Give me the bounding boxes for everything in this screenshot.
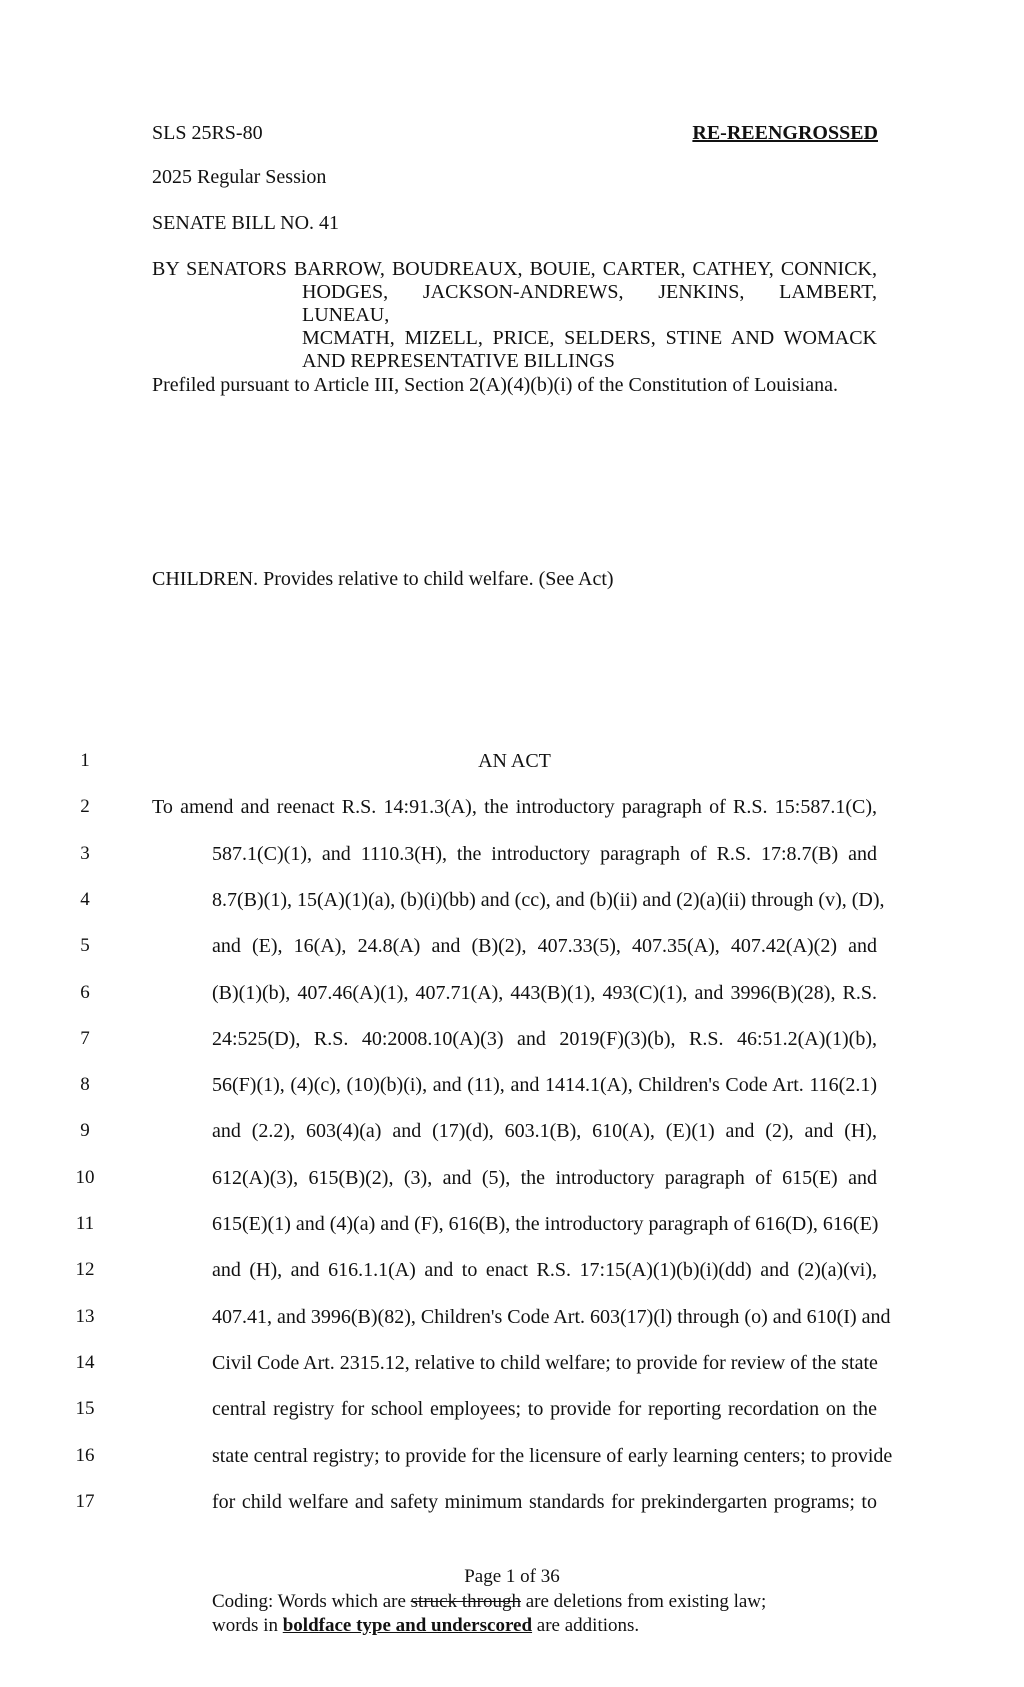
line-number: 12 — [75, 1259, 95, 1280]
bill-number: SENATE BILL NO. 41 — [152, 212, 340, 234]
bill-text-line: central registry for school employees; to provide for reporting recordation on the — [212, 1398, 877, 1420]
line-number: 14 — [75, 1352, 95, 1373]
coding-text: are deletions from existing law; — [525, 1591, 767, 1612]
line-number: 6 — [80, 982, 90, 1003]
bill-text-line: state central registry; to provide for the licensure of early learning centers; to provide — [212, 1445, 893, 1467]
authors-line: HODGES, JACKSON-ANDREWS, JENKINS, LAMBERT, LUNEAU, — [302, 281, 877, 326]
line-number: 15 — [75, 1398, 95, 1419]
line-number: 10 — [75, 1167, 95, 1188]
coding-struck-example: struck through — [410, 1591, 521, 1612]
coding-text: are additions. — [536, 1615, 640, 1636]
line-number: 1 — [80, 750, 90, 771]
bill-text-line: 24:525(D), R.S. 40:2008.10(A)(3) and 2019(F)(3)(b), R.S. 46:51.2(A)(1)(b), — [212, 1028, 877, 1050]
bill-text-line: (B)(1)(b), 407.46(A)(1), 407.71(A), 443(B)(1), 493(C)(1), and 3996(B)(28), R.S. — [212, 982, 877, 1004]
bill-text-line: 407.41, and 3996(B)(82), Children's Code Art. 603(17)(l) through (o) and 610(I) and — [212, 1306, 891, 1328]
line-number: 3 — [80, 843, 90, 864]
bill-text-line: Civil Code Art. 2315.12, relative to child welfare; to provide for review of the state — [212, 1352, 878, 1374]
line-number: 9 — [80, 1120, 90, 1141]
line-number: 17 — [75, 1491, 95, 1512]
prefiled-note: Prefiled pursuant to Article III, Section 2(A)(4)(b)(i) of the Constitution of Louisiana. — [152, 374, 838, 396]
bill-text-line: 56(F)(1), (4)(c), (10)(b)(i), and (11), and 1414.1(A), Children's Code Art. 116(2.1) — [212, 1074, 877, 1096]
session: 2025 Regular Session — [152, 166, 327, 188]
line-number: 2 — [80, 796, 90, 817]
coding-text: Coding: Words which are — [212, 1591, 406, 1612]
line-number: 7 — [80, 1028, 90, 1049]
coding-bold-example: boldface type and underscored — [282, 1615, 533, 1636]
line-number: 13 — [75, 1306, 95, 1327]
line-number: 16 — [75, 1445, 95, 1466]
bill-text-line: and (E), 16(A), 24.8(A) and (B)(2), 407.33(5), 407.35(A), 407.42(A)(2) and — [212, 935, 877, 957]
bill-version: RE-REENGROSSED — [692, 122, 878, 144]
bill-text-line: and (2.2), 603(4)(a) and (17)(d), 603.1(B), 610(A), (E)(1) and (2), and (H), — [212, 1120, 877, 1142]
line-number: 8 — [80, 1074, 90, 1095]
line-number: 4 — [80, 889, 90, 910]
bill-text-line: 612(A)(3), 615(B)(2), (3), and (5), the introductory paragraph of 615(E) and — [212, 1167, 877, 1189]
page-number: Page 1 of 36 — [464, 1566, 560, 1587]
line-number: 11 — [75, 1213, 95, 1234]
bill-text-line: 615(E)(1) and (4)(a) and (F), 616(B), the introductory paragraph of 616(D), 616(E) — [212, 1213, 879, 1235]
coding-legend — [212, 1590, 832, 1638]
authors — [152, 258, 877, 373]
digest: CHILDREN. Provides relative to child welfare. (See Act) — [152, 568, 614, 590]
bill-text-line: and (H), and 616.1.1(A) and to enact R.S. 17:15(A)(1)(b)(i)(dd) and (2)(a)(vi), — [212, 1259, 877, 1281]
bill-text-line: 8.7(B)(1), 15(A)(1)(a), (b)(i)(bb) and (cc), and (b)(ii) and (2)(a)(ii) through (v), (D), — [212, 889, 885, 911]
bill-code: SLS 25RS-80 — [152, 122, 263, 144]
authors-line: AND REPRESENTATIVE BILLINGS — [302, 350, 615, 372]
coding-text: words in — [212, 1615, 278, 1636]
authors-line: BY SENATORS BARROW, BOUDREAUX, BOUIE, CARTER, CATHEY, CONNICK, — [152, 258, 877, 280]
line-number: 5 — [80, 935, 90, 956]
bill-text-line: To amend and reenact R.S. 14:91.3(A), the introductory paragraph of R.S. 15:587.1(C), — [152, 796, 877, 818]
bill-text-line: 587.1(C)(1), and 1110.3(H), the introductory paragraph of R.S. 17:8.7(B) and — [212, 843, 877, 865]
bill-text-line: for child welfare and safety minimum standards for prekindergarten programs; to — [212, 1491, 877, 1513]
authors-line: MCMATH, MIZELL, PRICE, SELDERS, STINE AND WOMACK — [302, 327, 877, 349]
act-title: AN ACT — [478, 750, 551, 772]
